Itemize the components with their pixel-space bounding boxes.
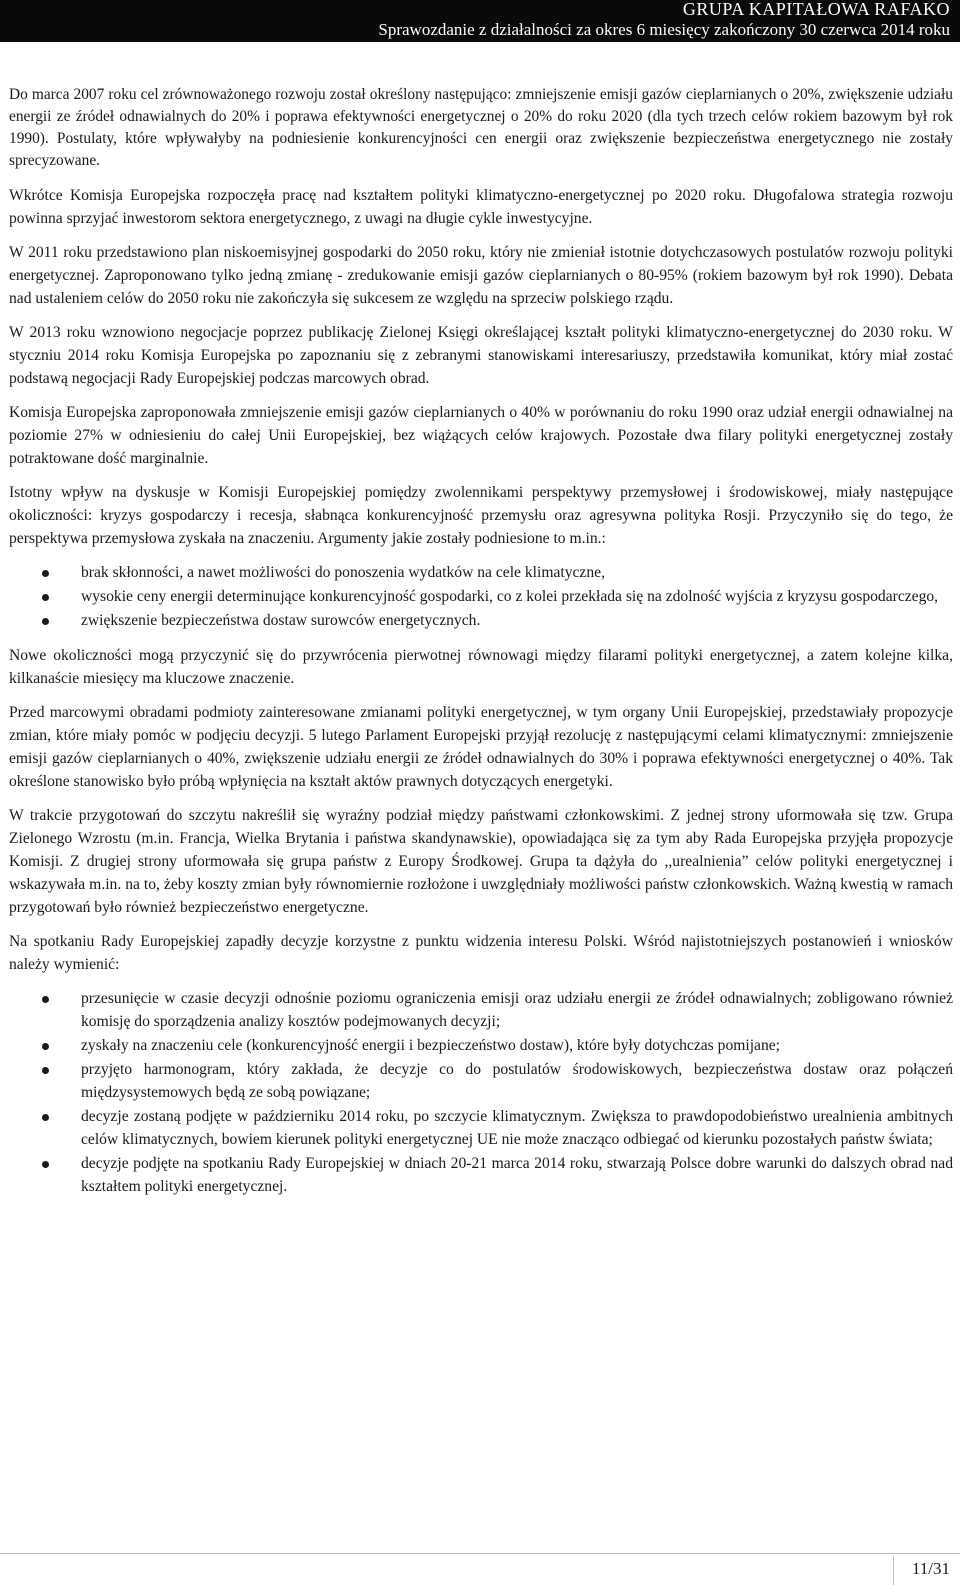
list-item-text: przyjęto harmonogram, który zakłada, że decyzje co do postulatów środowiskowych, bezpieczeństwa dostaw oraz połączeń międzysystemowych będą ze sobą powiązane; xyxy=(81,1061,953,1101)
decisions-list xyxy=(9,987,953,1198)
document-body xyxy=(9,84,953,1210)
arguments-list xyxy=(9,561,953,632)
paragraph-8: Przed marcowymi obradami podmioty zainteresowane zmianami polityki energetycznej, w tym organy Unii Europejskiej, przedstawiały propozycje zmian, które miały pomóc w podjęciu decyzji. 5 lutego Parlament Europejski przyjął rezolucję z następującymi celami klimatycznymi: zmniejszenie emisji gazów cieplarnianych o 40%, zwiększenie udziału energii ze źródeł odnawialnych do 30% i poprawa efektywności energetycznej o 40%. Tak określone stanowisko było próbą wpłynięcia na kształt aktów prawnych dotyczących energetyki. xyxy=(9,704,953,790)
bullet-icon xyxy=(42,1043,49,1050)
list-item-text: zyskały na znaczeniu cele (konkurencyjność energii i bezpieczeństwo dostaw), które były dotychczas pomijane; xyxy=(81,1037,781,1054)
paragraph-7: Nowe okoliczności mogą przyczynić się do przywrócenia pierwotnej równowagi między filarami polityki energetycznej, a zatem kolejne kilka, kilkanaście miesięcy ma kluczowe znaczenie. xyxy=(9,647,953,687)
bullet-icon xyxy=(42,1067,49,1074)
report-subtitle: Sprawozdanie z działalności za okres 6 miesięcy zakończony 30 czerwca 2014 roku xyxy=(378,20,950,39)
page-number: 11/31 xyxy=(911,1559,950,1578)
paragraph-4: W 2013 roku wznowiono negocjacje poprzez publikację Zielonej Księgi określającej kształt polityki klimatyczno-energetycznej do 2030 roku. W styczniu 2014 roku Komisja Europejska po zapoznaniu się z zebranymi stanowiskami interesariuszy, przedstawiła komunikat, który miał zostać podstawą negocjacji Rady Europejskiej podczas marcowych obrad. xyxy=(9,324,953,387)
list-item xyxy=(9,561,953,584)
paragraph-2: Wkrótce Komisja Europejska rozpoczęła pracę nad kształtem polityki klimatyczno-energetycznej po 2020 roku. Długofalowa strategia rozwoju powinna sprzyjać inwestorom sektora energetycznego, z uwagi na długie cykle inwestycyjne. xyxy=(9,187,953,227)
paragraph-9: W trakcie przygotowań do szczytu nakreślił się wyraźny podział między państwami członkowskimi. Z jednej strony uformowała się tzw. Grupa Zielonego Wzrostu (m.in. Francja, Wielka Brytania i państwa skandynawskie), opowiadająca się za tym aby Rada Europejska przyjęła propozycje Komisji. Z drugiej strony uformowała się grupa państw z Europy Środkowej. Grupa ta dążyła do ,,urealnienia” celów polityki energetycznej i wskazywała m.in. na to, żeby koszty zmian były równomiernie rozłożone i uwzględniały możliwości państw członkowskich. Ważną kwestią w ramach przygotowań było również bezpieczeństwo energetyczne. xyxy=(9,807,953,916)
paragraph-6: Istotny wpływ na dyskusje w Komisji Europejskiej pomiędzy zwolennikami perspektywy przemysłowej i środowiskowej, miały następujące okoliczności: kryzys gospodarczy i recesja, słabnąca konkurencyjność przemysłu oraz agresywna polityka Rosji. Przyczyniło się do tego, że perspektywa przemysłowa zyskała na znaczeniu. Argumenty jakie zostały podniesione to m.in.: xyxy=(9,484,953,547)
list-item xyxy=(9,609,953,632)
page-header xyxy=(0,0,960,42)
list-item-text: wysokie ceny energii determinujące konkurencyjność gospodarki, co z kolei przekłada się na zdolność wyjścia z kryzysu gospodarczego, xyxy=(81,588,939,605)
paragraph-5: Komisja Europejska zaproponowała zmniejszenie emisji gazów cieplarnianych o 40% w porównaniu do roku 1990 oraz udział energii odnawialnej na poziomie 27% w odniesieniu do całej Unii Europejskiej, bez wiążących celów krajowych. Pozostałe dwa filary polityki energetycznej zostały potraktowane dość marginalnie. xyxy=(9,404,953,467)
paragraph-3: W 2011 roku przedstawiono plan niskoemisyjnej gospodarki do 2050 roku, który nie zmieniał istotnie dotychczasowych postulatów rozwoju polityki energetycznej. Zaproponowano tylko jedną zmianę - zredukowanie emisji gazów cieplarnianych o 80-95% (rokiem bazowym był rok 1990). Debata nad ustaleniem celów do 2050 roku nie zakończyła się sukcesem ze względu na sprzeciw polskiego rządu. xyxy=(9,244,953,307)
paragraph-1: Do marca 2007 roku cel zrównoważonego rozwoju został określony następująco: zmniejszenie emisji gazów cieplarnianych o 20%, zwiększenie udziału energii ze źródeł odnawialnych do 20% i poprawa efektywności energetycznej o 20% do roku 2020 (dla tych trzech celów rokiem bazowym był rok 1990). Postulaty, które wpływałyby na podniesienie konkurencyjności cen energii oraz zwiększenie bezpieczeństwa energetycznego nie zostały sprecyzowane. xyxy=(9,86,953,169)
list-item-text: brak skłonności, a nawet możliwości do ponoszenia wydatków na cele klimatyczne, xyxy=(81,564,605,581)
bullet-icon xyxy=(42,594,49,601)
list-item xyxy=(9,1058,953,1104)
list-item xyxy=(9,1034,953,1057)
bullet-icon xyxy=(42,996,49,1003)
list-item-text: decyzje zostaną podjęte w październiku 2014 roku, po szczycie klimatycznym. Zwiększa to prawdopodobieństwo urealnienia ambitnych celów klimatycznych, bowiem kierunek polityki energetycznej UE nie może znacząco odbiegać od kierunku pozostałych państw świata; xyxy=(81,1108,953,1148)
list-item-text: zwiększenie bezpieczeństwa dostaw surowców energetycznych. xyxy=(81,612,481,629)
company-name: GRUPA KAPITAŁOWA RAFAKO xyxy=(682,0,950,19)
list-item xyxy=(9,1105,953,1151)
list-item-text: decyzje podjęte na spotkaniu Rady Europejskiej w dniach 20-21 marca 2014 roku, stwarzają Polsce dobre warunki do dalszych obrad nad kształtem polityki energetycznej. xyxy=(81,1155,953,1195)
bullet-icon xyxy=(42,570,49,577)
bullet-icon xyxy=(42,618,49,625)
list-item-text: przesunięcie w czasie decyzji odnośnie poziomu ograniczenia emisji oraz udziału energii ze źródeł odnawialnych; zobligowano również komisję do sporządzenia analizy kosztów podejmowanych decyzji; xyxy=(81,990,953,1030)
bullet-icon xyxy=(42,1114,49,1121)
list-item xyxy=(9,1152,953,1198)
list-item xyxy=(9,987,953,1033)
paragraph-10: Na spotkaniu Rady Europejskiej zapadły decyzje korzystne z punktu widzenia interesu Polski. Wśród najistotniejszych postanowień i wniosków należy wymienić: xyxy=(9,933,953,973)
footer-divider xyxy=(0,1553,960,1554)
bullet-icon xyxy=(42,1161,49,1168)
list-item xyxy=(9,585,953,608)
